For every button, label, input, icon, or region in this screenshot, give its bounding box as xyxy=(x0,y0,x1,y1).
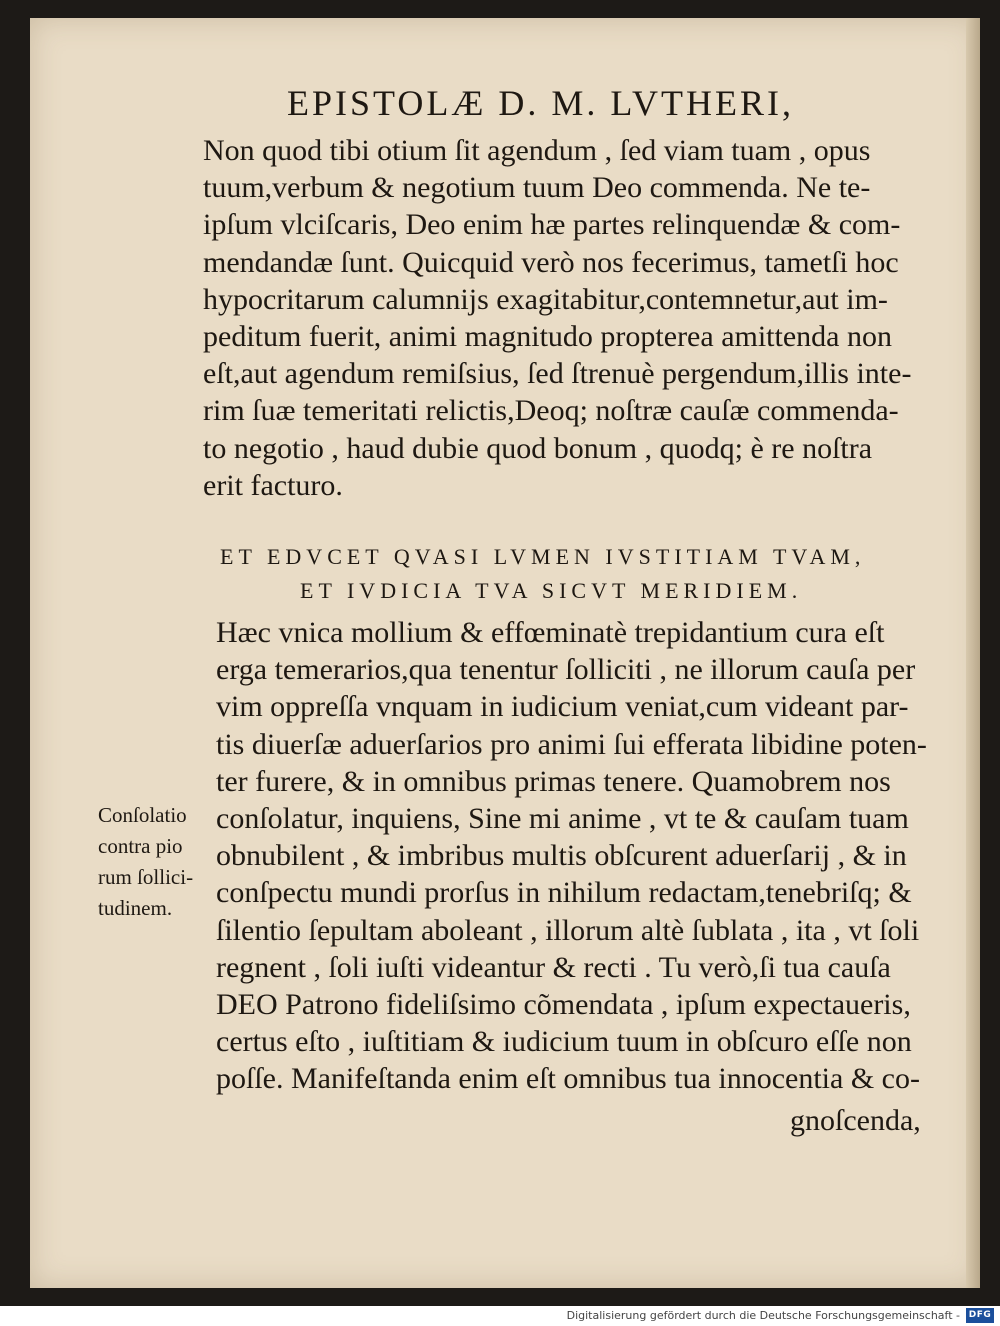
text-line: tuum,verbum & negotium tuum Deo commenda. Ne te- xyxy=(203,171,871,205)
text-line: erga temerarios,qua tenentur ſolliciti , ne illorum cauſa per xyxy=(216,653,916,687)
text-line: conſpectu mundi prorſus in nihilum redactam,tenebriſq; & xyxy=(216,876,912,910)
text-line: eſt,aut agendum remiſsius, ſed ſtrenuè pergendum,illis inte- xyxy=(203,357,912,391)
text-line: ter furere, & in omnibus primas tenere. Quamobrem nos xyxy=(216,764,891,798)
section-heading-line-2: ET IVDICIA TVA SICVT MERIDIEM. xyxy=(300,578,803,603)
text-line: DEO Patrono fideliſsimo cõmendata , ipſum expectaueris, xyxy=(216,988,911,1022)
text-line: Hæc vnica mollium & effœminatè trepidantium cura eſt xyxy=(216,616,885,649)
text-line: ipſum vlciſcaris, Deo enim hæ partes relinquendæ & com- xyxy=(203,208,901,242)
text-line: hypocritarum calumnijs exagitabitur,contemnetur,aut im- xyxy=(203,282,888,316)
gloss-line: Conſolatio xyxy=(98,803,187,827)
paragraph-2 xyxy=(216,614,927,1098)
text-line: rim ſuæ temeritati relictis,Deoq; noſtræ cauſæ commenda- xyxy=(203,394,899,428)
text-line: tis diuerſæ aduerſarios pro animi ſui efferata libidine poten- xyxy=(216,727,927,761)
text-line: Non quod tibi otium ſit agendum , ſed viam tuam , opus xyxy=(203,134,871,167)
text-line: erit facturo. xyxy=(203,468,343,502)
running-head: EPISTOLÆ D. M. LVTHERI, xyxy=(287,83,795,123)
page-edge xyxy=(966,18,980,1288)
text-line: to negotio , haud dubie quod bonum , quodq; è re noſtra xyxy=(203,431,873,465)
text-line: poſſe. Manifeſtanda enim eſt omnibus tua innocentia & co- xyxy=(216,1062,920,1096)
gloss-line: contra pio xyxy=(98,834,183,858)
text-line: peditum fuerit, animi magnitudo propterea amittenda non xyxy=(203,320,892,354)
text-line: ſilentio ſepultam aboleant , illorum altè ſublata , ita , vt ſoli xyxy=(216,913,920,947)
section-heading-line-1: ET EDVCET QVASI LVMEN IVSTITIAM TVAM, xyxy=(220,544,866,569)
dfg-logo: DFG xyxy=(966,1308,994,1323)
catchword-line: gnoſcenda, xyxy=(790,1104,921,1137)
text-line: vim oppreſſa vnquam in iudicium veniat,cum videant par- xyxy=(216,690,909,724)
footer-credit: Digitalisierung gefördert durch die Deutsche Forschungsgemeinschaft - xyxy=(566,1309,960,1322)
marginal-gloss xyxy=(98,800,193,924)
text-line: certus eſto , iuſtitiam & iudicium tuum in obſcuro eſſe non xyxy=(216,1025,912,1059)
footer-bar xyxy=(0,1306,1000,1326)
gloss-line: rum ſollici- xyxy=(98,865,194,889)
text-line: mendandæ ſunt. Quicquid verò nos fecerimus, tametſi hoc xyxy=(203,245,899,279)
text-line: regnent , ſoli iuſti videantur & recti . Tu verò,ſi tua cauſa xyxy=(216,950,891,984)
text-line: obnubilent , & imbribus multis obſcurent aduerſarij , & in xyxy=(216,839,907,873)
paragraph-1 xyxy=(203,132,911,504)
text-line: conſolatur, inquiens, Sine mi anime , vt te & cauſam tuam xyxy=(216,802,909,836)
gloss-line: tudinem. xyxy=(98,896,173,920)
